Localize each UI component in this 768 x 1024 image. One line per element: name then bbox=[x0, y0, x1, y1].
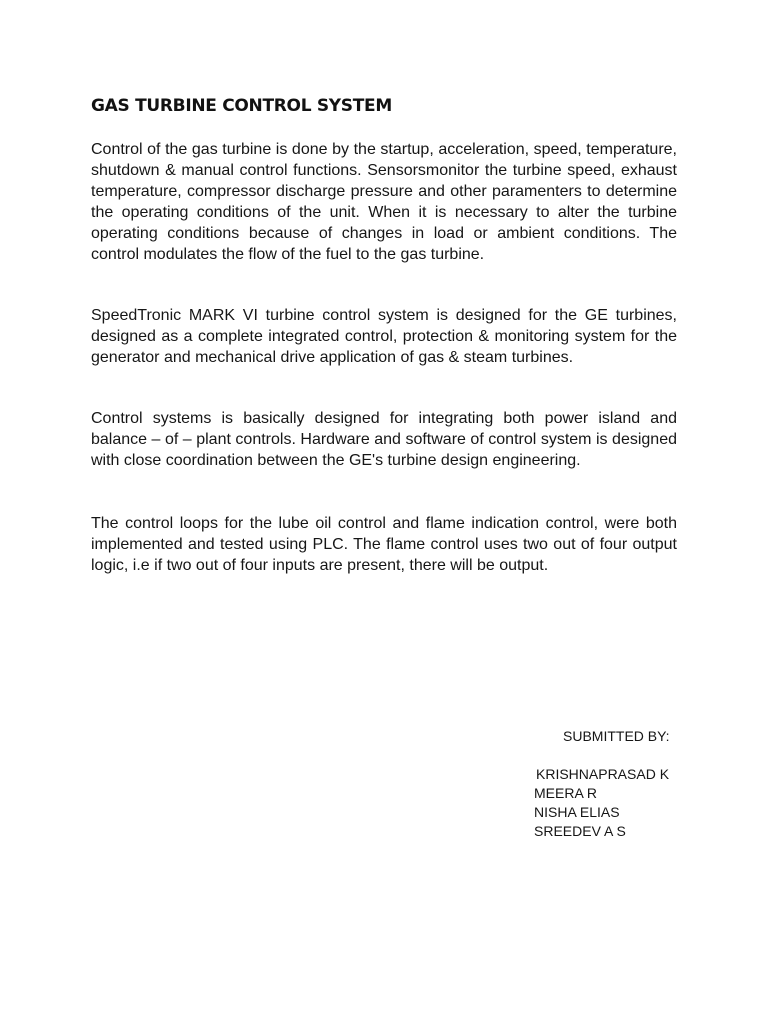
author-name: MEERA R bbox=[534, 785, 598, 801]
paragraph-speedtronic: SpeedTronic MARK VI turbine control system is designed for the GE turbines, designed as a complete integrated control, protection & monitoring system for the generator and mechanical drive application of gas & steam turbines. bbox=[91, 307, 677, 366]
author-list bbox=[534, 765, 669, 841]
author-name: NISHA ELIAS bbox=[534, 804, 620, 820]
paragraph-control-functions: Control of the gas turbine is done by the startup, acceleration, speed, temperature, shutdown & manual control functions. Sensorsmonitor the turbine speed, exhaust temperature, compressor discharge pressure and other paramenters to determine the operating conditions of the unit. When it is necessary to alter the turbine operating conditions because of changes in load or ambient conditions. The control modulates the flow of the fuel to the gas turbine. bbox=[91, 141, 677, 263]
paragraph-control-loops: The control loops for the lube oil control and flame indication control, were both implemented and tested using PLC. The flame control uses two out of four output logic, i.e if two out of four inputs are present, there will be output. bbox=[91, 515, 677, 574]
document-title: GAS TURBINE CONTROL SYSTEM bbox=[91, 96, 392, 116]
paragraph-control-systems: Control systems is basically designed for integrating both power island and balance – of – plant controls. Hardware and software of control system is designed with close coordination between the GE's turbine design engineering. bbox=[91, 410, 677, 469]
author-name: SREEDEV A S bbox=[534, 823, 626, 839]
submitted-by-label: SUBMITTED BY: bbox=[563, 728, 670, 744]
author-name: KRISHNAPRASAD K bbox=[536, 766, 670, 782]
